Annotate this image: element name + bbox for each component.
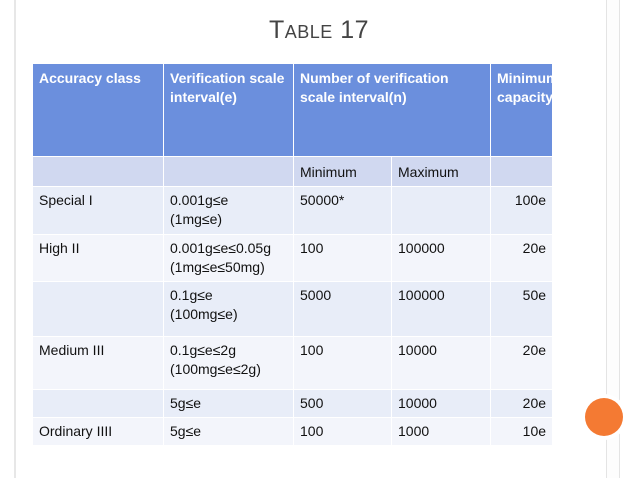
cell-min: 500 bbox=[294, 390, 392, 418]
table-row bbox=[33, 418, 553, 446]
cell-capacity: 10e bbox=[491, 418, 553, 446]
cell-min: 5000 bbox=[294, 282, 392, 337]
cell-scale-line2: (1mg≤e≤50mg) bbox=[170, 259, 265, 275]
cell-class: High II bbox=[33, 235, 164, 282]
cell-capacity: 100e bbox=[491, 187, 553, 235]
cell-scale bbox=[164, 337, 294, 390]
header-number-of-intervals: Number of verification scale interval(n) bbox=[294, 64, 491, 157]
table-row bbox=[33, 337, 553, 390]
cell-scale: 5g≤e bbox=[164, 418, 294, 446]
table-row bbox=[33, 235, 553, 282]
cell-capacity: 20e bbox=[491, 235, 553, 282]
subheader-empty-5 bbox=[491, 157, 553, 187]
table-row bbox=[33, 282, 553, 337]
table-row bbox=[33, 390, 553, 418]
cell-scale bbox=[164, 235, 294, 282]
cell-max: 100000 bbox=[392, 235, 491, 282]
slide-title: Table 17 bbox=[268, 16, 370, 44]
cell-min: 100 bbox=[294, 418, 392, 446]
cell-scale bbox=[164, 187, 294, 235]
header-minimum-capacity: Minimum capacity bbox=[491, 64, 553, 157]
cell-class: Ordinary IIII bbox=[33, 418, 164, 446]
cell-scale-line2: (100mg≤e≤2g) bbox=[170, 361, 261, 377]
cell-scale-line2: (100mg≤e) bbox=[170, 306, 238, 322]
cell-scale-line1: 0.1g≤e bbox=[170, 287, 213, 303]
cell-max: 10000 bbox=[392, 337, 491, 390]
accuracy-class-table bbox=[32, 63, 559, 446]
cell-max: 10000 bbox=[392, 390, 491, 418]
cell-scale: 5g≤e bbox=[164, 390, 294, 418]
cell-capacity: 20e bbox=[491, 337, 553, 390]
cell-max: 1000 bbox=[392, 418, 491, 446]
header-verification-scale-interval: Verification scale interval(e) bbox=[164, 64, 294, 157]
cell-scale-line2: (1mg≤e) bbox=[170, 211, 223, 227]
cell-min: 50000* bbox=[294, 187, 392, 235]
cell-scale-line1: 0.001g≤e bbox=[170, 192, 229, 208]
cell-class bbox=[33, 390, 164, 418]
cell-class: Medium III bbox=[33, 337, 164, 390]
header-row bbox=[33, 64, 553, 157]
cell-class bbox=[33, 282, 164, 337]
cell-capacity: 50e bbox=[491, 282, 553, 337]
cell-scale-line1: 0.001g≤e≤0.05g bbox=[170, 240, 272, 256]
subheader-empty-2 bbox=[164, 157, 294, 187]
cell-min: 100 bbox=[294, 337, 392, 390]
cell-capacity: 20e bbox=[491, 390, 553, 418]
cell-class: Special I bbox=[33, 187, 164, 235]
cell-min: 100 bbox=[294, 235, 392, 282]
table-row bbox=[33, 187, 553, 235]
subheader-maximum: Maximum bbox=[392, 157, 491, 187]
subheader-empty-1 bbox=[33, 157, 164, 187]
subheader-minimum: Minimum bbox=[294, 157, 392, 187]
cell-max: 100000 bbox=[392, 282, 491, 337]
header-accuracy-class: Accuracy class bbox=[33, 64, 164, 157]
decorative-orange-circle bbox=[585, 398, 623, 436]
cell-max bbox=[392, 187, 491, 235]
subheader-row bbox=[33, 157, 553, 187]
left-guide-line bbox=[14, 0, 16, 478]
cell-scale bbox=[164, 282, 294, 337]
cell-scale-line1: 0.1g≤e≤2g bbox=[170, 342, 236, 358]
